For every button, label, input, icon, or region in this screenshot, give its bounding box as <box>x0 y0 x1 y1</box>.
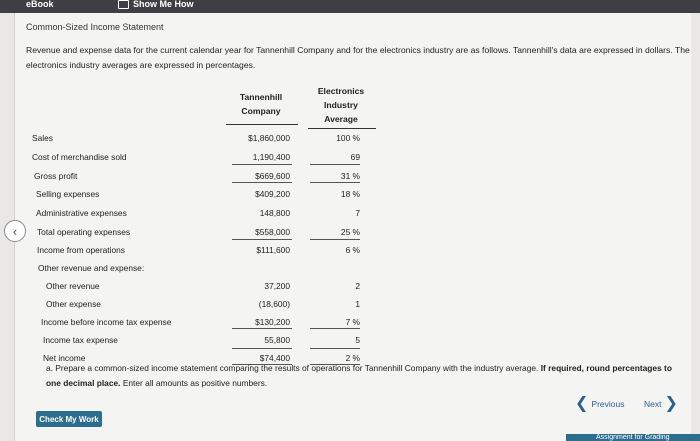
company-amount: 148,800 <box>259 208 290 218</box>
instruction-positive: Enter all amounts as positive numbers. <box>122 378 268 388</box>
company-amount: 37,200 <box>264 281 290 291</box>
company-amount: 1,190,400 <box>252 152 290 162</box>
company-amount: $74,400 <box>259 353 290 363</box>
industry-percent: 25 % <box>340 227 360 237</box>
company-amount: $558,000 <box>255 227 290 237</box>
industry-percent: 2 <box>355 281 360 291</box>
collapse-button[interactable] <box>4 220 26 242</box>
submit-for-grading-button[interactable]: Assignment for Grading <box>566 434 700 441</box>
next-label: Next <box>644 399 662 409</box>
previous-button[interactable] <box>575 396 624 412</box>
amount-rule <box>232 239 292 240</box>
row-label: Other revenue and expense: <box>38 263 145 273</box>
ebook-link[interactable]: eBook <box>26 0 54 9</box>
top-toolbar <box>0 0 700 13</box>
percent-rule <box>310 164 360 165</box>
show-me-how-label: Show Me How <box>133 0 194 9</box>
industry-percent: 18 % <box>340 189 360 199</box>
row-label: Gross profit <box>34 171 78 181</box>
industry-percent: 69 <box>350 152 360 162</box>
row-label: Selling expenses <box>36 189 100 199</box>
video-icon <box>118 0 129 9</box>
row-label: Income from operations <box>37 245 125 255</box>
intro-paragraph: Revenue and expense data for the current calendar year for Tannenhill Company and for the electronics industry are as follows. Tannenhill's data are expressed in dollars. The electronics industry averages are expressed in percentages. <box>26 45 690 70</box>
industry-percent: 6 % <box>345 245 360 255</box>
amount-rule <box>232 164 292 165</box>
header-underline <box>226 124 298 125</box>
industry-percent: 7 <box>355 208 360 218</box>
chevron-left-icon: ‹ <box>12 223 18 239</box>
row-label: Cost of merchandise sold <box>32 152 127 162</box>
row-label: Other expense <box>46 299 101 309</box>
row-label: Other revenue <box>46 281 100 291</box>
check-my-work-button[interactable]: Check My Work <box>36 411 102 427</box>
industry-percent: 31 % <box>340 171 360 181</box>
chevron-left-icon: ❮ <box>575 395 589 412</box>
industry-percent: 100 % <box>336 133 360 143</box>
percent-rule <box>310 182 360 183</box>
header-underline <box>308 128 376 129</box>
company-amount: $111,600 <box>256 245 290 255</box>
industry-percent: 7 % <box>345 317 360 327</box>
company-amount: $409,200 <box>255 189 290 199</box>
page-title: Common-Sized Income Statement <box>26 22 164 32</box>
industry-percent: 5 <box>355 335 360 345</box>
row-label: Net income <box>43 353 86 363</box>
row-label: Administrative expenses <box>36 208 127 218</box>
previous-label: Previous <box>591 399 625 409</box>
instruction-rounding: If required, round percentages to one decimal place. <box>46 363 672 388</box>
row-label: Income before income tax expense <box>41 317 172 327</box>
row-label: Sales <box>32 133 53 143</box>
company-amount: $669,600 <box>255 171 290 181</box>
company-amount: $130,200 <box>255 317 290 327</box>
industry-percent: 2 % <box>345 353 360 363</box>
row-label: Total operating expenses <box>37 227 131 237</box>
percent-rule <box>310 328 360 329</box>
company-column-header: Tannenhill Company <box>239 92 283 116</box>
percent-rule <box>310 348 360 349</box>
industry-percent: 1 <box>355 299 360 309</box>
company-amount: 55,800 <box>264 335 290 345</box>
chevron-right-icon: ❯ <box>664 395 678 412</box>
company-amount: (18,600) <box>258 299 290 309</box>
industry-column-header: Electronics Industry Average <box>317 86 365 124</box>
row-label: Income tax expense <box>43 335 118 345</box>
amount-rule <box>232 348 292 349</box>
instruction-text <box>46 361 676 391</box>
show-me-how-link[interactable] <box>118 0 194 9</box>
amount-rule <box>232 182 292 183</box>
percent-rule <box>310 239 360 240</box>
next-button[interactable] <box>644 396 678 412</box>
instruction-a: a. Prepare a common-sized income statement comparing the results of operations for Tannenhill Company with the industry average. <box>46 363 539 373</box>
company-amount: $1,860,000 <box>248 133 290 143</box>
amount-rule <box>232 328 292 329</box>
